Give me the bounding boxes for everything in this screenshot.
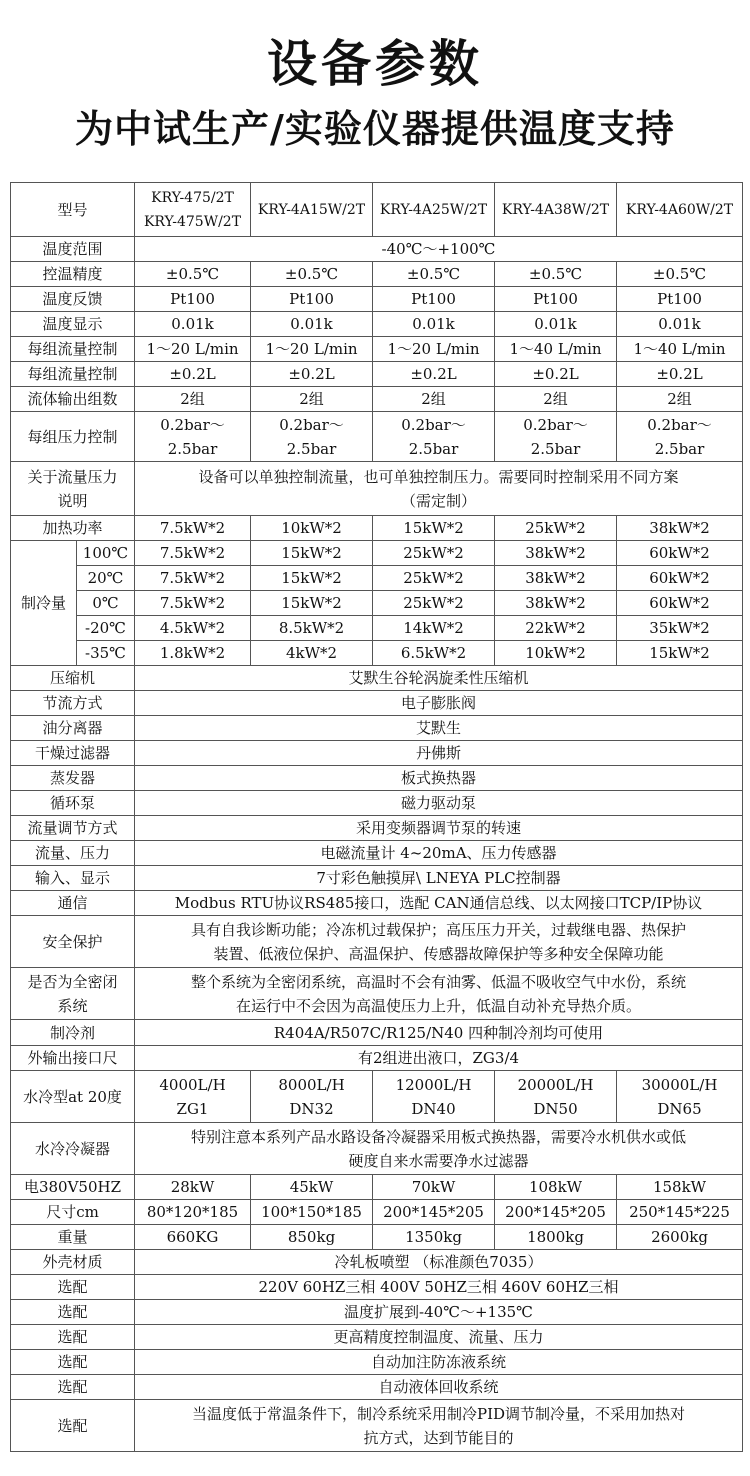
table-cell: 7.5kW*2	[135, 541, 251, 566]
table-cell: ±0.2L	[617, 362, 743, 387]
table-row-io	[11, 866, 743, 891]
table-row-cooling	[11, 591, 743, 616]
table-row-flow-adjust	[11, 816, 743, 841]
temp-label: 20℃	[77, 566, 135, 591]
table-cell: 15kW*2	[251, 541, 373, 566]
table-cell: 7.5kW*2	[135, 516, 251, 541]
table-cell: 38kW*2	[495, 591, 617, 616]
table-cell: 自动加注防冻液系统	[135, 1350, 743, 1375]
table-row-flow-control-2	[11, 362, 743, 387]
table-cell: 25kW*2	[495, 516, 617, 541]
row-label: 压缩机	[11, 666, 135, 691]
table-cell: 4000L/H ZG1	[135, 1071, 251, 1123]
table-cell: 4kW*2	[251, 641, 373, 666]
table-cell: 电磁流量计 4~20mA、压力传感器	[135, 841, 743, 866]
table-cell: 30000L/H DN65	[617, 1071, 743, 1123]
table-cell: KRY-4A25W/2T	[373, 183, 495, 237]
table-cell: 0.2bar～ 2.5bar	[373, 412, 495, 462]
table-row-display	[11, 312, 743, 337]
row-label: 流体输出组数	[11, 387, 135, 412]
table-cell: Pt100	[251, 287, 373, 312]
table-cell: 6.5kW*2	[373, 641, 495, 666]
table-cell: 具有自我诊断功能；冷冻机过载保护；高压压力开关，过载继电器、热保护 装置、低液位保护、高温保护、传感器故障保护等多种安全保障功能	[135, 916, 743, 968]
table-cell: 冷轧板喷塑 （标准颜色7035）	[135, 1250, 743, 1275]
row-label: 选配	[11, 1325, 135, 1350]
row-label: 控温精度	[11, 262, 135, 287]
temp-label: 0℃	[77, 591, 135, 616]
table-cell: 22kW*2	[495, 616, 617, 641]
row-label: 流量调节方式	[11, 816, 135, 841]
table-cell: 7寸彩色触摸屏\ LNEYA PLC控制器	[135, 866, 743, 891]
table-row-compressor	[11, 666, 743, 691]
row-label: 每组流量控制	[11, 337, 135, 362]
table-cell: 2组	[373, 387, 495, 412]
table-cell: 整个系统为全密闭系统，高温时不会有油雾、低温不吸收空气中水份，系统 在运行中不会因为高温使压力上升，低温自动补充导热介质。	[135, 968, 743, 1020]
table-cell: 自动液体回收系统	[135, 1375, 743, 1400]
table-row-flow-note	[11, 462, 743, 516]
table-row-evaporator	[11, 766, 743, 791]
table-cell: 25kW*2	[373, 541, 495, 566]
row-label: 流量、压力	[11, 841, 135, 866]
table-cell: 1800kg	[495, 1225, 617, 1250]
table-row-port	[11, 1046, 743, 1071]
table-cell: 38kW*2	[495, 566, 617, 591]
table-cell: 磁力驱动泵	[135, 791, 743, 816]
row-label: 选配	[11, 1375, 135, 1400]
temp-label: 100℃	[77, 541, 135, 566]
table-cell: 1350kg	[373, 1225, 495, 1250]
table-cell: 艾默生谷轮涡旋柔性压缩机	[135, 666, 743, 691]
table-cell: KRY-4A15W/2T	[251, 183, 373, 237]
page-title: 设备参数	[267, 35, 483, 93]
table-row-size	[11, 1200, 743, 1225]
table-cell: ±0.5℃	[135, 262, 251, 287]
temp-label: -20℃	[77, 616, 135, 641]
table-cell: 0.01k	[495, 312, 617, 337]
row-label: 外壳材质	[11, 1250, 135, 1275]
table-row-pressure	[11, 412, 743, 462]
row-label: 水冷冷凝器	[11, 1123, 135, 1175]
table-row-cooling	[11, 566, 743, 591]
table-row-precision	[11, 262, 743, 287]
table-cell: 220V 60HZ三相 400V 50HZ三相 460V 60HZ三相	[135, 1275, 743, 1300]
row-label: 型号	[11, 183, 135, 237]
table-row-pump	[11, 791, 743, 816]
table-cell: 38kW*2	[617, 516, 743, 541]
row-label: 关于流量压力 说明	[11, 462, 135, 516]
table-row-flow-control	[11, 337, 743, 362]
table-row-cooling	[11, 641, 743, 666]
table-cell: -40℃～+100℃	[135, 237, 743, 262]
table-cell: 2600kg	[617, 1225, 743, 1250]
row-label: 水冷型at 20度	[11, 1071, 135, 1123]
table-row-safety	[11, 916, 743, 968]
table-cell: 38kW*2	[495, 541, 617, 566]
row-label: 加热功率	[11, 516, 135, 541]
table-cell: 2组	[617, 387, 743, 412]
table-row-feedback	[11, 287, 743, 312]
table-cell: 丹佛斯	[135, 741, 743, 766]
table-row-model	[11, 183, 743, 237]
row-label: 制冷量	[11, 541, 77, 666]
table-cell: 0.01k	[373, 312, 495, 337]
row-label: 温度显示	[11, 312, 135, 337]
row-label: 干燥过滤器	[11, 741, 135, 766]
table-cell: 0.01k	[135, 312, 251, 337]
table-row-option	[11, 1300, 743, 1325]
table-row-option-last	[11, 1400, 743, 1452]
table-cell: 200*145*205	[495, 1200, 617, 1225]
table-cell: 1～40 L/min	[617, 337, 743, 362]
table-row-refrigerant	[11, 1020, 743, 1046]
table-cell: 艾默生	[135, 716, 743, 741]
table-row-cooling	[11, 616, 743, 641]
table-cell: 1～40 L/min	[495, 337, 617, 362]
table-cell: 25kW*2	[373, 566, 495, 591]
table-cell: Pt100	[135, 287, 251, 312]
table-cell: Modbus RTU协议RS485接口，选配 CAN通信总线、以太网接口TCP/IP协议	[135, 891, 743, 916]
table-row-heating	[11, 516, 743, 541]
table-cell: KRY-4A38W/2T	[495, 183, 617, 237]
table-row-option	[11, 1325, 743, 1350]
table-cell: 45kW	[251, 1175, 373, 1200]
table-cell: 1.8kW*2	[135, 641, 251, 666]
table-cell: 15kW*2	[251, 591, 373, 616]
row-label: 安全保护	[11, 916, 135, 968]
table-row-option	[11, 1350, 743, 1375]
table-row-temp-range	[11, 237, 743, 262]
table-row-shell	[11, 1250, 743, 1275]
table-cell: KRY-4A60W/2T	[617, 183, 743, 237]
row-label: 电380V50HZ	[11, 1175, 135, 1200]
table-cell: 108kW	[495, 1175, 617, 1200]
table-row-comm	[11, 891, 743, 916]
table-cell: 15kW*2	[373, 516, 495, 541]
row-label: 选配	[11, 1350, 135, 1375]
temp-label: -35℃	[77, 641, 135, 666]
table-cell: 温度扩展到-40℃～+135℃	[135, 1300, 743, 1325]
table-cell: 60kW*2	[617, 591, 743, 616]
table-cell: 更高精度控制温度、流量、压力	[135, 1325, 743, 1350]
row-label: 重量	[11, 1225, 135, 1250]
row-label: 油分离器	[11, 716, 135, 741]
table-cell: 采用变频器调节泵的转速	[135, 816, 743, 841]
table-row-sealed	[11, 968, 743, 1020]
table-cell: 2组	[251, 387, 373, 412]
row-label: 输入、显示	[11, 866, 135, 891]
table-cell: 60kW*2	[617, 541, 743, 566]
table-cell: 250*145*225	[617, 1200, 743, 1225]
table-cell: 0.2bar～ 2.5bar	[135, 412, 251, 462]
table-cell: 660KG	[135, 1225, 251, 1250]
table-cell: ±0.2L	[495, 362, 617, 387]
table-cell: 7.5kW*2	[135, 566, 251, 591]
table-cell: 158kW	[617, 1175, 743, 1200]
table-cell: Pt100	[617, 287, 743, 312]
table-cell: ±0.5℃	[373, 262, 495, 287]
table-row-option	[11, 1375, 743, 1400]
row-label: 选配	[11, 1300, 135, 1325]
table-cell: 7.5kW*2	[135, 591, 251, 616]
table-cell: Pt100	[495, 287, 617, 312]
table-cell: 35kW*2	[617, 616, 743, 641]
row-label: 蒸发器	[11, 766, 135, 791]
table-cell: 0.2bar～ 2.5bar	[495, 412, 617, 462]
row-label: 温度反馈	[11, 287, 135, 312]
row-label: 节流方式	[11, 691, 135, 716]
table-cell: 1～20 L/min	[251, 337, 373, 362]
table-row-filter	[11, 741, 743, 766]
table-cell: ±0.2L	[135, 362, 251, 387]
table-cell: 电子膨胀阀	[135, 691, 743, 716]
table-cell: 20000L/H DN50	[495, 1071, 617, 1123]
table-row-throttle	[11, 691, 743, 716]
table-cell: 15kW*2	[617, 641, 743, 666]
table-cell: KRY-475/2T KRY-475W/2T	[135, 183, 251, 237]
table-row-outputs	[11, 387, 743, 412]
table-cell: 15kW*2	[251, 566, 373, 591]
row-label: 制冷剂	[11, 1020, 135, 1046]
row-label: 通信	[11, 891, 135, 916]
table-cell: 70kW	[373, 1175, 495, 1200]
spec-table	[10, 182, 743, 1452]
table-row-option	[11, 1275, 743, 1300]
row-label: 外输出接口尺	[11, 1046, 135, 1071]
table-row-water-cooling	[11, 1071, 743, 1123]
row-label: 尺寸cm	[11, 1200, 135, 1225]
table-cell: 8.5kW*2	[251, 616, 373, 641]
table-cell: 当温度低于常温条件下，制冷系统采用制冷PID调节制冷量，不采用加热对 抗方式，达到节能目的	[135, 1400, 743, 1452]
row-label: 选配	[11, 1400, 135, 1452]
table-cell: 有2组进出液口，ZG3/4	[135, 1046, 743, 1071]
table-cell: ±0.5℃	[495, 262, 617, 287]
row-label: 是否为全密闭 系统	[11, 968, 135, 1020]
table-cell: 60kW*2	[617, 566, 743, 591]
table-cell: 0.2bar～ 2.5bar	[251, 412, 373, 462]
table-cell: ±0.2L	[251, 362, 373, 387]
table-cell: 25kW*2	[373, 591, 495, 616]
page-subtitle: 为中试生产/实验仪器提供温度支持	[75, 107, 675, 151]
table-cell: ±0.5℃	[251, 262, 373, 287]
table-cell: 8000L/H DN32	[251, 1071, 373, 1123]
table-row-weight	[11, 1225, 743, 1250]
table-cell: 200*145*205	[373, 1200, 495, 1225]
table-cell: R404A/R507C/R125/N40 四种制冷剂均可使用	[135, 1020, 743, 1046]
table-row-condenser	[11, 1123, 743, 1175]
table-cell: 28kW	[135, 1175, 251, 1200]
table-cell: 850kg	[251, 1225, 373, 1250]
table-cell: 10kW*2	[495, 641, 617, 666]
row-label: 选配	[11, 1275, 135, 1300]
table-cell: 4.5kW*2	[135, 616, 251, 641]
table-cell: 2组	[495, 387, 617, 412]
table-cell: 0.01k	[251, 312, 373, 337]
table-cell: Pt100	[373, 287, 495, 312]
table-row-flow-pressure	[11, 841, 743, 866]
table-cell: 特别注意本系列产品水路设备冷凝器采用板式换热器，需要冷水机供水或低 硬度自来水需要净水过滤器	[135, 1123, 743, 1175]
table-cell: ±0.2L	[373, 362, 495, 387]
table-row-cooling	[11, 541, 743, 566]
row-label: 每组流量控制	[11, 362, 135, 387]
table-cell: 1～20 L/min	[373, 337, 495, 362]
table-cell: ±0.5℃	[617, 262, 743, 287]
table-row-power	[11, 1175, 743, 1200]
table-cell: 板式换热器	[135, 766, 743, 791]
row-label: 每组压力控制	[11, 412, 135, 462]
table-cell: 14kW*2	[373, 616, 495, 641]
table-cell: 10kW*2	[251, 516, 373, 541]
table-row-oil-separator	[11, 716, 743, 741]
table-cell: 80*120*185	[135, 1200, 251, 1225]
row-label: 循环泵	[11, 791, 135, 816]
table-cell: 2组	[135, 387, 251, 412]
table-cell: 设备可以单独控制流量，也可单独控制压力。需要同时控制采用不同方案 （需定制）	[135, 462, 743, 516]
table-cell: 0.01k	[617, 312, 743, 337]
row-label: 温度范围	[11, 237, 135, 262]
table-cell: 0.2bar～ 2.5bar	[617, 412, 743, 462]
table-cell: 100*150*185	[251, 1200, 373, 1225]
table-cell: 12000L/H DN40	[373, 1071, 495, 1123]
table-cell: 1～20 L/min	[135, 337, 251, 362]
